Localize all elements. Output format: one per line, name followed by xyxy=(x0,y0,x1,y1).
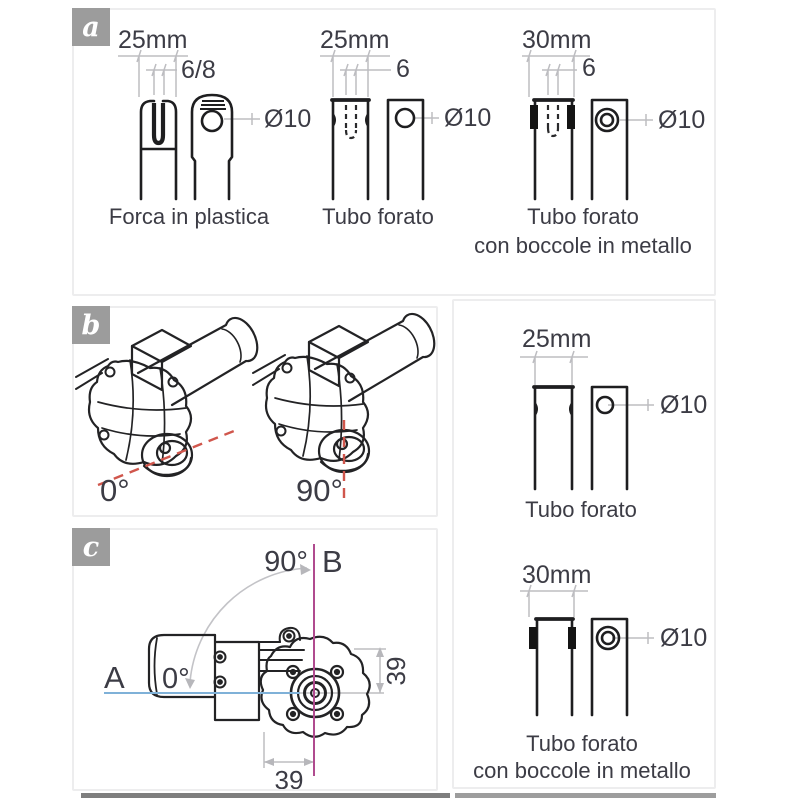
hdim-arrow-right xyxy=(304,758,314,766)
caption-tubo-boccole-2: con boccole in metallo xyxy=(473,758,691,783)
fork-plastic-drawing xyxy=(109,26,311,229)
dim-width-label: 25mm xyxy=(118,26,188,54)
caption-tubo-forato: Tubo forato xyxy=(322,204,434,229)
angle-0-label: 0° xyxy=(100,473,130,508)
badge-b: b xyxy=(72,306,110,344)
panel-b-drawing xyxy=(74,308,436,515)
dim-39-vertical: 39 xyxy=(381,656,411,686)
dim-width-label: 25mm xyxy=(320,26,390,54)
metal-bushing-left xyxy=(530,105,538,129)
motor-isometric-90deg xyxy=(253,314,434,472)
hdim-arrow-left xyxy=(264,758,274,766)
right-panel-drawing xyxy=(454,301,714,787)
motor-isometric-0deg xyxy=(76,318,257,476)
caption-tubo-boccole-2: con boccole in metallo xyxy=(474,233,692,258)
dim-hole-label: Ø10 xyxy=(660,391,708,419)
panel-b xyxy=(72,306,438,517)
panel-a-drawing xyxy=(74,10,714,294)
metal-bushing-right xyxy=(568,627,576,649)
panel-c-drawing xyxy=(74,530,436,789)
bottom-divider-left xyxy=(81,793,450,798)
angle-0-label: 0° xyxy=(162,663,190,695)
dim-slot-label: 6/8 xyxy=(181,56,216,84)
dim-width-label: 25mm xyxy=(522,325,592,353)
caption-tubo-forato: Tubo forato xyxy=(525,497,637,522)
dim-hole-label: Ø10 xyxy=(660,624,708,652)
axis-b-label: B xyxy=(322,544,343,579)
tube-bushings-30-drawing xyxy=(473,561,707,783)
angle-90-label: 90° xyxy=(264,546,308,578)
dim-hole-label: Ø10 xyxy=(444,104,492,132)
caption-tubo-boccole-1: Tubo forato xyxy=(527,204,639,229)
badge-a: a xyxy=(72,8,110,46)
bottom-divider-right xyxy=(455,793,716,798)
caption-tubo-boccole-1: Tubo forato xyxy=(526,731,638,756)
dim-hole-label: Ø10 xyxy=(264,105,312,133)
dim-39-horizontal: 39 xyxy=(274,765,304,789)
panel-right-tubes xyxy=(452,299,716,789)
tube-drilled-25-drawing xyxy=(520,325,707,522)
dim-hole-label: Ø10 xyxy=(658,106,706,134)
rotation-arc xyxy=(190,568,307,682)
tube-bushings-drawing xyxy=(474,26,705,258)
metal-bushing-right xyxy=(567,105,575,129)
panel-a xyxy=(72,8,716,296)
dim-width-label: 30mm xyxy=(522,561,592,589)
caption-forca: Forca in plastica xyxy=(108,204,270,229)
tube-drilled-drawing xyxy=(320,26,491,229)
axis-a-label: A xyxy=(104,660,125,695)
angle-90-label: 90° xyxy=(296,473,343,508)
dim-slot-label: 6 xyxy=(582,54,596,82)
dim-width-label: 30mm xyxy=(522,26,592,54)
badge-c: c xyxy=(72,528,110,566)
dim-slot-label: 6 xyxy=(396,55,410,83)
metal-bushing-left xyxy=(529,627,537,649)
panel-c xyxy=(72,528,438,791)
